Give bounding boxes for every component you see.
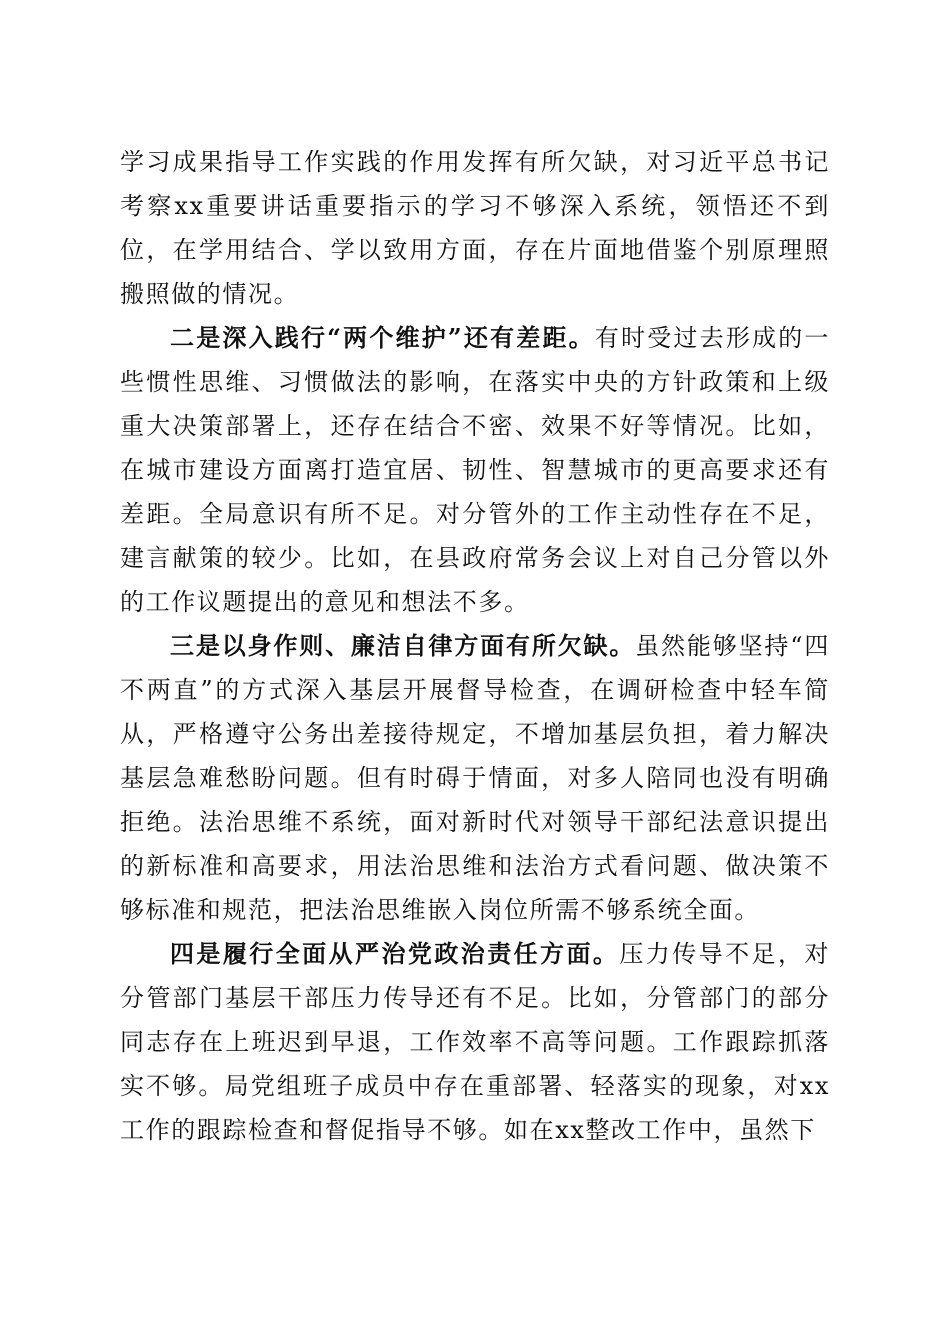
paragraph-4-text: 压力传导不足，对分管部门基层干部压力传导还有不足。比如，分管部门的部分同志存在上班迟到早退，工作效率不高等问题。工作跟踪抓落实不够。局党组班子成员中存在重部署、轻落实的现象，对xx工作的跟踪检查和督促指导不够。如在xx整改工作中，虽然下 [120, 940, 830, 1144]
paragraph-2-text: 有时受过去形成的一些惯性思维、习惯做法的影响，在落实中央的方针政策和上级重大决策部署上，还存在结合不密、效果不好等情况。比如，在城市建设方面离打造宜居、韧性、智慧城市的更高要求还有差距。全局意识有所不足。对分管外的工作主动性存在不足，建言献策的较少。比如，在县政府常务会议上对自己分管以外的工作议题提出的意见和想法不多。 [120, 324, 830, 616]
paragraph-3 [120, 624, 830, 932]
document-body [120, 140, 830, 1152]
paragraph-3-text: 虽然能够坚持“四不两直”的方式深入基层开展督导检查，在调研检查中轻车简从，严格遵守公务出差接待规定，不增加基层负担，着力解决基层急难愁盼问题。但有时碍于情面，对多人陪同也没有明确拒绝。法治思维不系统，面对新时代对领导干部纪法意识提出的新标准和高要求，用法治思维和法治方式看问题、做决策不够标准和规范，把法治思维嵌入岗位所需不够系统全面。 [120, 632, 830, 924]
paragraph-2 [120, 316, 830, 624]
paragraph-3-heading: 三是以身作则、廉洁自律方面有所欠缺。 [170, 631, 636, 660]
paragraph-1 [120, 140, 830, 316]
paragraph-4-heading: 四是履行全面从严治党政治责任方面。 [170, 939, 620, 968]
paragraph-2-heading: 二是深入践行“两个维护”还有差距。 [170, 323, 595, 352]
paragraph-1-text: 学习成果指导工作实践的作用发挥有所欠缺，对习近平总书记考察xx重要讲话重要指示的学习不够深入系统，领悟还不到位，在学用结合、学以致用方面，存在片面地借鉴个别原理照搬照做的情况。 [120, 148, 830, 308]
paragraph-4 [120, 932, 830, 1152]
